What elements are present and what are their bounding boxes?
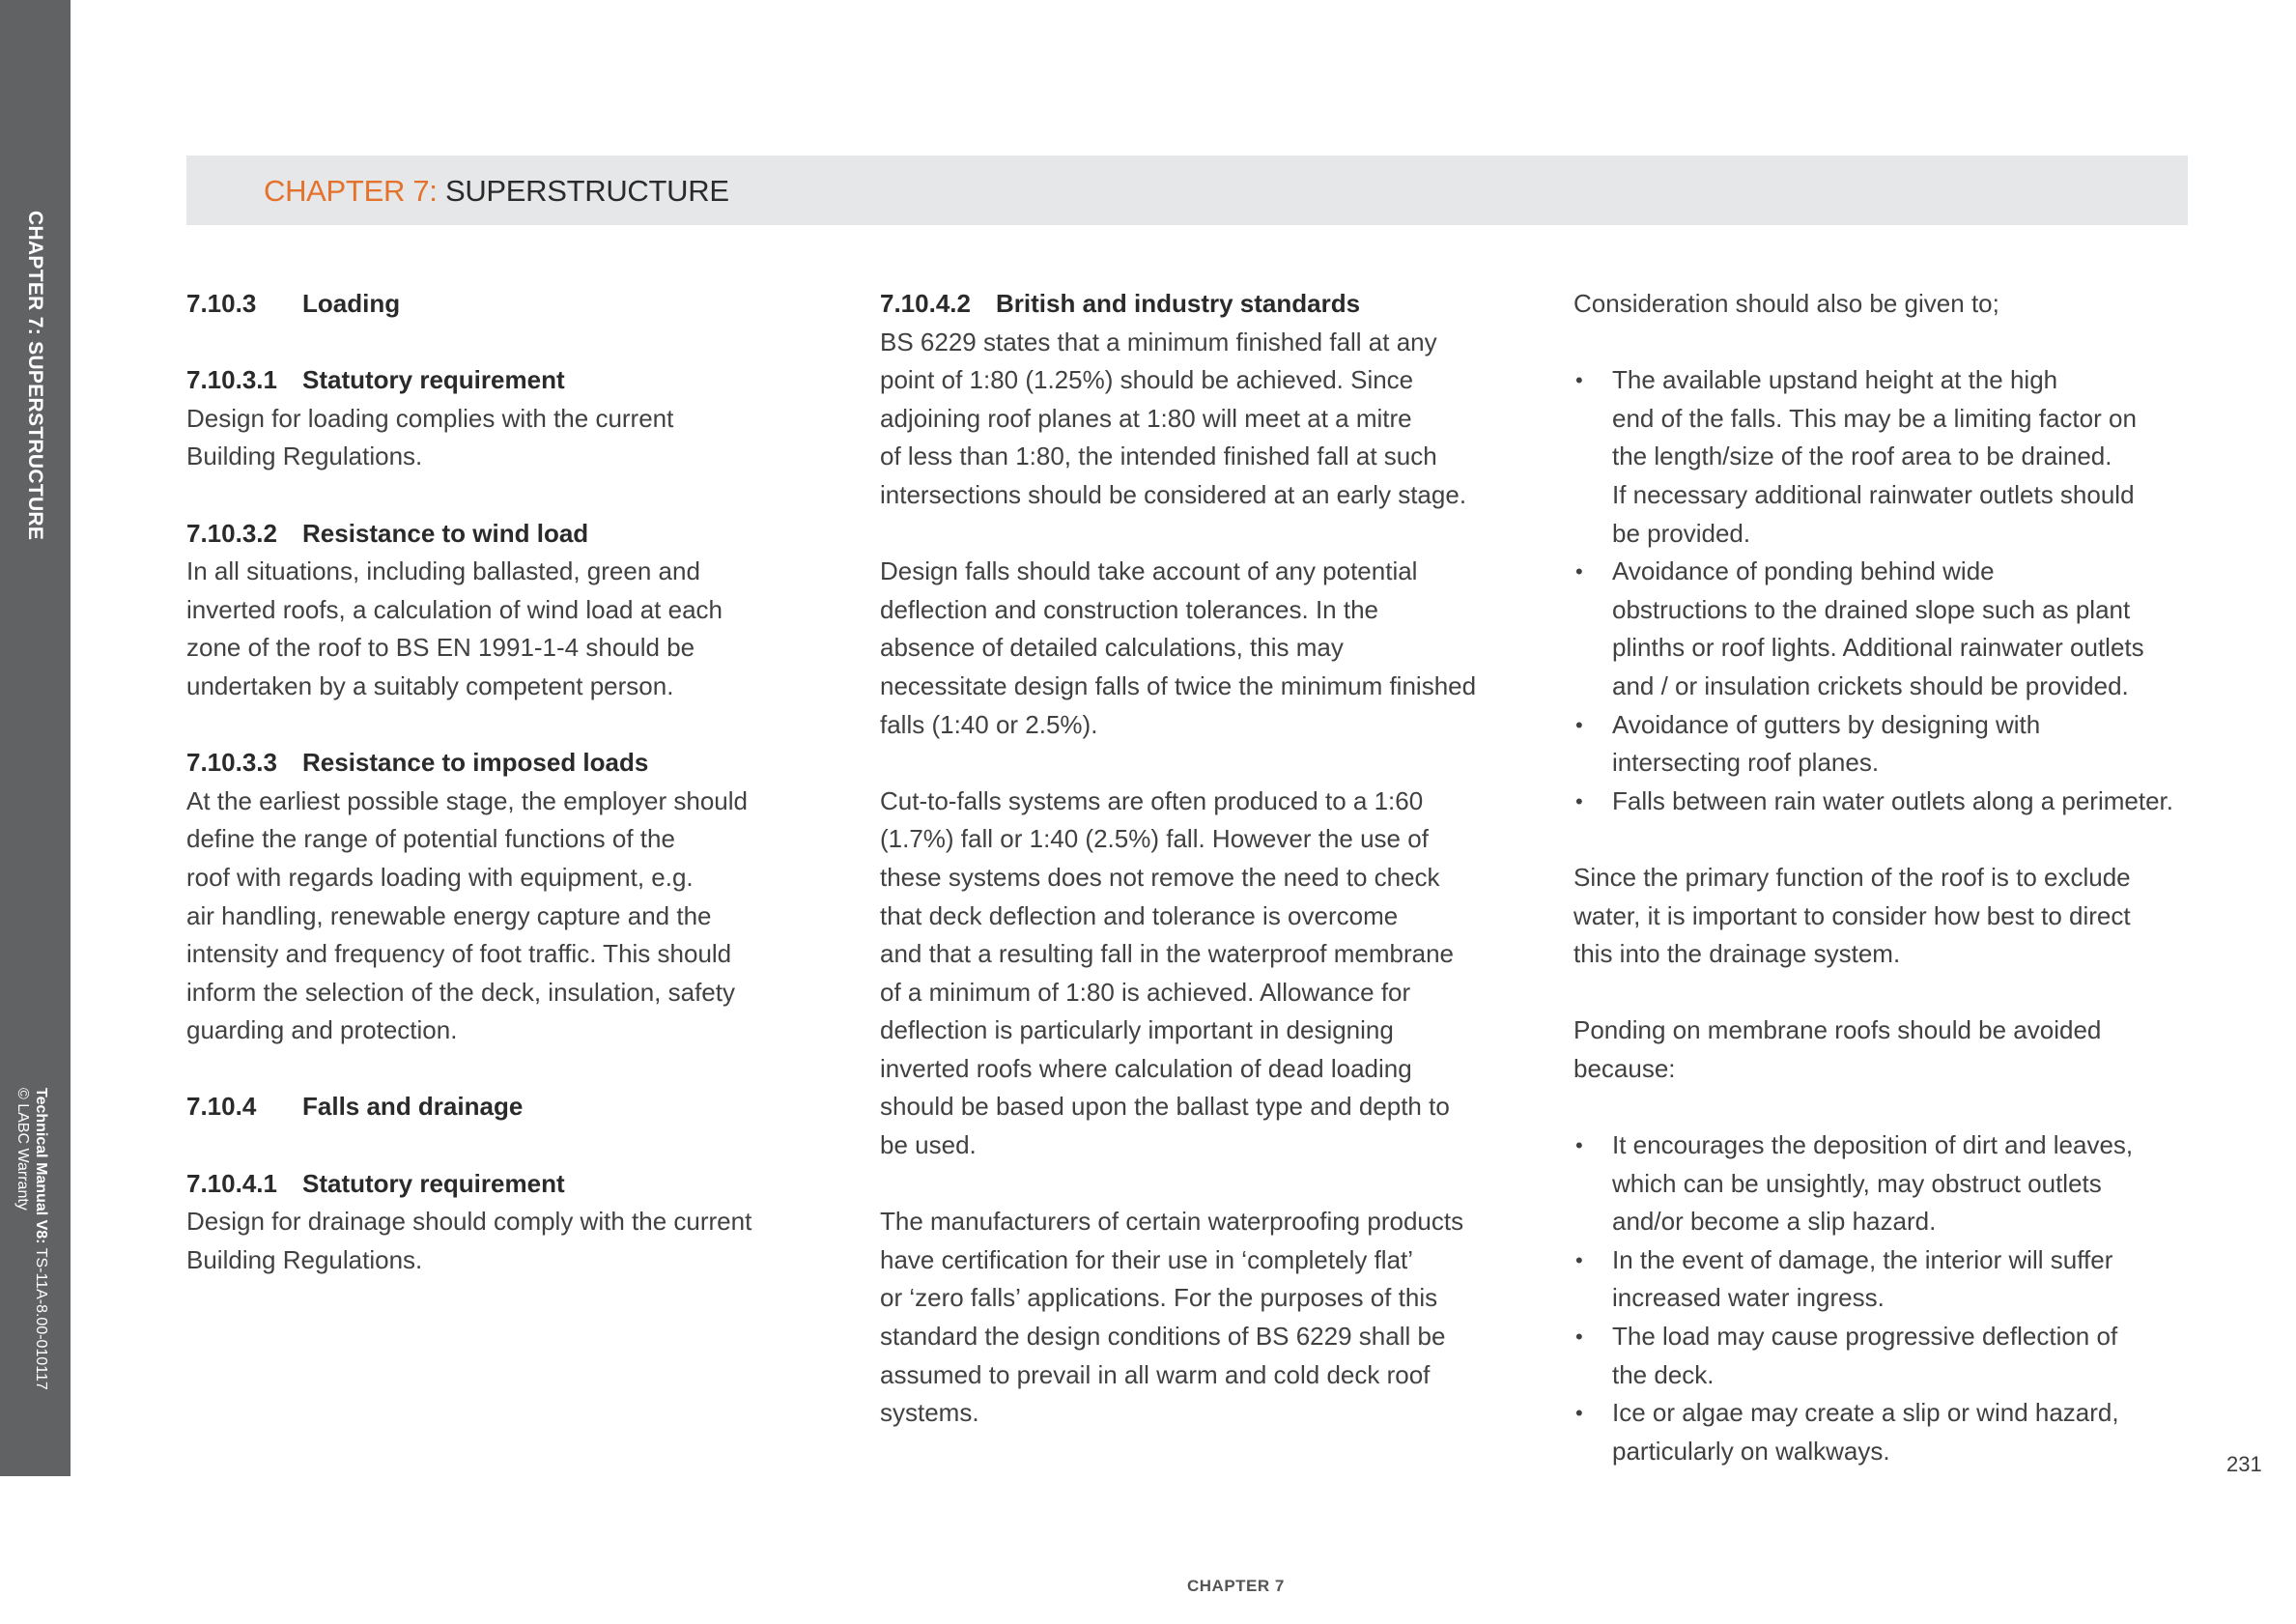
bullet-icon: • (1575, 1247, 1583, 1272)
heading-number: 7.10.4.2 (880, 289, 971, 318)
bullet-item (1573, 1241, 2201, 1280)
text-line: Since the primary function of the roof is to exclude (1573, 862, 2131, 892)
bullet-text: Avoidance of ponding behind wide (1612, 556, 1995, 586)
bullet-item (1573, 553, 2201, 591)
bullet-continuation (1573, 1203, 2201, 1241)
page-number: 231 (2226, 1452, 2262, 1476)
text-line: define the range of potential functions of the (186, 824, 675, 854)
manual-code: TS-11A-8.00-010117 (33, 1247, 49, 1390)
text-line: of a minimum of 1:80 is achieved. Allowance for (880, 977, 1411, 1007)
text-line: roof with regards loading with equipment, e.g. (186, 862, 694, 892)
bullet-continuation (1573, 515, 2201, 554)
text-line: falls (1:40 or 2.5%). (880, 709, 1098, 739)
column-3 (1573, 285, 2201, 1470)
bullet-item (1573, 1126, 2201, 1165)
bullet-text: obstructions to the drained slope such as plant (1612, 594, 2131, 624)
bullet-text: end of the falls. This may be a limiting factor on (1612, 403, 2137, 433)
bullet-text: The available upstand height at the high (1612, 365, 2058, 395)
heading-text: Falls and drainage (302, 1092, 524, 1122)
manual-title: Technical Manual V8: (33, 1088, 49, 1244)
bullet-continuation (1573, 1356, 2201, 1395)
text-line: air handling, renewable energy capture and the (186, 900, 712, 930)
bullet-text: Ice or algae may create a slip or wind hazard, (1612, 1398, 2119, 1428)
text-line: deflection is particularly important in designing (880, 1015, 1394, 1045)
bullet-text: the deck. (1612, 1359, 1715, 1389)
text-line: (1.7%) fall or 1:40 (2.5%) fall. However the use of (880, 824, 1429, 854)
text-line: deflection and construction tolerances. In the (880, 594, 1378, 624)
bullet-continuation (1573, 1279, 2201, 1318)
text-line: necessitate design falls of twice the minimum finished (880, 670, 1477, 700)
text-line: Design for drainage should comply with the current (186, 1207, 752, 1237)
bullet-text: be provided. (1612, 518, 1751, 548)
bullet-icon: • (1575, 788, 1583, 813)
bullet-continuation (1573, 438, 2201, 476)
bullet-text: It encourages the deposition of dirt and leaves, (1612, 1130, 2134, 1160)
bullet-text: increased water ingress. (1612, 1283, 1885, 1313)
footer-chapter-label: CHAPTER 7 (1187, 1577, 1285, 1595)
heading-text: Statutory requirement (302, 365, 565, 395)
copyright: © LABC Warranty (14, 1088, 31, 1211)
bullet-text: Falls between rain water outlets along a perimeter. (1612, 785, 2173, 815)
bullet-icon: • (1575, 1133, 1583, 1158)
bullet-continuation (1573, 744, 2201, 783)
bullet-continuation (1573, 1433, 2201, 1471)
text-line: should be based upon the ballast type and depth to (880, 1092, 1450, 1122)
heading-imposed-loads (186, 744, 834, 783)
text-line: Cut-to-falls systems are often produced to a 1:60 (880, 785, 1424, 815)
bullet-icon: • (1575, 1325, 1583, 1350)
text-line: assumed to prevail in all warm and cold deck roof (880, 1359, 1431, 1389)
chapter-title (264, 174, 729, 209)
text-line: Design for loading complies with the current (186, 403, 674, 433)
text-line: Design falls should take account of any potential (880, 556, 1418, 586)
heading-falls-drainage (186, 1088, 834, 1126)
chapter-name: SUPERSTRUCTURE (444, 174, 729, 208)
text-line: undertaken by a suitably competent person. (186, 670, 674, 700)
text-line: of less than 1:80, the intended finished fall at such (880, 442, 1437, 471)
bullet-text: The load may cause progressive deflection of (1612, 1322, 2118, 1352)
heading-falls-statutory (186, 1165, 834, 1204)
side-chapter-label: CHAPTER 7: SUPERSTRUCTURE (24, 211, 46, 541)
text-line: inverted roofs where calculation of dead loading (880, 1053, 1412, 1083)
heading-british-standards (880, 285, 1508, 324)
text-line: and that a resulting fall in the waterproof membrane (880, 939, 1455, 969)
bullet-continuation (1573, 1165, 2201, 1204)
text-line: Consideration should also be given to; (1573, 289, 1999, 318)
bullet-icon: • (1575, 712, 1583, 737)
text-line: systems. (880, 1398, 979, 1428)
bullet-item (1573, 1394, 2201, 1433)
bullet-continuation (1573, 591, 2201, 630)
heading-text: British and industry standards (996, 289, 1361, 318)
heading-text: Statutory requirement (302, 1168, 565, 1198)
text-line: inform the selection of the deck, insulation, safety (186, 977, 735, 1007)
text-line: intersections should be considered at an early stage. (880, 479, 1467, 509)
text-line: absence of detailed calculations, this may (880, 633, 1344, 663)
heading-text: Loading (302, 289, 401, 318)
column-2 (880, 285, 1508, 1433)
text-line: these systems does not remove the need to check (880, 862, 1440, 892)
chapter-header-bar (186, 156, 2188, 225)
bullet-text: Avoidance of gutters by designing with (1612, 709, 2041, 739)
text-line: At the earliest possible stage, the employer should (186, 785, 749, 815)
text-line: intensity and frequency of foot traffic. This should (186, 939, 732, 969)
text-line: adjoining roof planes at 1:80 will meet at a mitre (880, 403, 1412, 433)
text-line: water, it is important to consider how best to direct (1573, 900, 2131, 930)
bullet-text: and / or insulation crickets should be provided. (1612, 670, 2129, 700)
text-line: Ponding on membrane roofs should be avoided (1573, 1015, 2102, 1045)
heading-number: 7.10.4.1 (186, 1168, 277, 1198)
text-line: point of 1:80 (1.25%) should be achieved. Since (880, 365, 1414, 395)
side-manual-info (14, 1088, 50, 1390)
text-line: Building Regulations. (186, 1244, 423, 1274)
bullet-icon: • (1575, 368, 1583, 393)
heading-number: 7.10.3.1 (186, 365, 277, 395)
heading-statutory-requirement (186, 361, 834, 400)
bullet-continuation (1573, 629, 2201, 668)
bullet-icon: • (1575, 1401, 1583, 1426)
text-line: zone of the roof to BS EN 1991-1-4 should be (186, 633, 695, 663)
text-line: BS 6229 states that a minimum finished fall at any (880, 327, 1437, 356)
bullet-continuation (1573, 400, 2201, 439)
bullet-text: particularly on walkways. (1612, 1436, 1890, 1466)
text-line: In all situations, including ballasted, green and (186, 556, 700, 586)
text-line: that deck deflection and tolerance is overcome (880, 900, 1399, 930)
heading-number: 7.10.3.2 (186, 518, 277, 548)
heading-number: 7.10.3 (186, 289, 257, 318)
text-line: because: (1573, 1053, 1676, 1083)
bullet-continuation (1573, 476, 2201, 515)
bullet-text: plinths or roof lights. Additional rainwater outlets (1612, 633, 2144, 663)
bullet-text: the length/size of the roof area to be drained. (1612, 442, 2112, 471)
text-line: guarding and protection. (186, 1015, 458, 1045)
text-line: inverted roofs, a calculation of wind load at each (186, 594, 723, 624)
heading-number: 7.10.4 (186, 1092, 257, 1122)
text-line: have certification for their use in ‘completely flat’ (880, 1244, 1414, 1274)
text-line: or ‘zero falls’ applications. For the purposes of this (880, 1283, 1438, 1313)
bullet-text: intersecting roof planes. (1612, 748, 1880, 778)
column-1 (186, 285, 834, 1279)
bullet-text: which can be unsightly, may obstruct outlets (1612, 1168, 2102, 1198)
bullet-text: In the event of damage, the interior will suffer (1612, 1244, 2113, 1274)
heading-number: 7.10.3.3 (186, 748, 277, 778)
heading-wind-load (186, 515, 834, 554)
text-line: The manufacturers of certain waterproofing products (880, 1207, 1464, 1237)
bullet-icon: • (1575, 559, 1583, 584)
bullet-item (1573, 706, 2201, 745)
bullet-item (1573, 1318, 2201, 1356)
bullet-text: If necessary additional rainwater outlets should (1612, 479, 2135, 509)
text-line: standard the design conditions of BS 6229 shall be (880, 1322, 1446, 1352)
bullet-text: and/or become a slip hazard. (1612, 1207, 1937, 1237)
bullet-item (1573, 361, 2201, 400)
chapter-prefix: CHAPTER 7: (264, 174, 438, 208)
bullet-item (1573, 783, 2201, 821)
heading-text: Resistance to wind load (302, 518, 589, 548)
bullet-continuation (1573, 668, 2201, 706)
text-line: this into the drainage system. (1573, 939, 1901, 969)
text-line: be used. (880, 1130, 977, 1160)
heading-loading (186, 285, 834, 324)
heading-text: Resistance to imposed loads (302, 748, 649, 778)
text-line: Building Regulations. (186, 442, 423, 471)
